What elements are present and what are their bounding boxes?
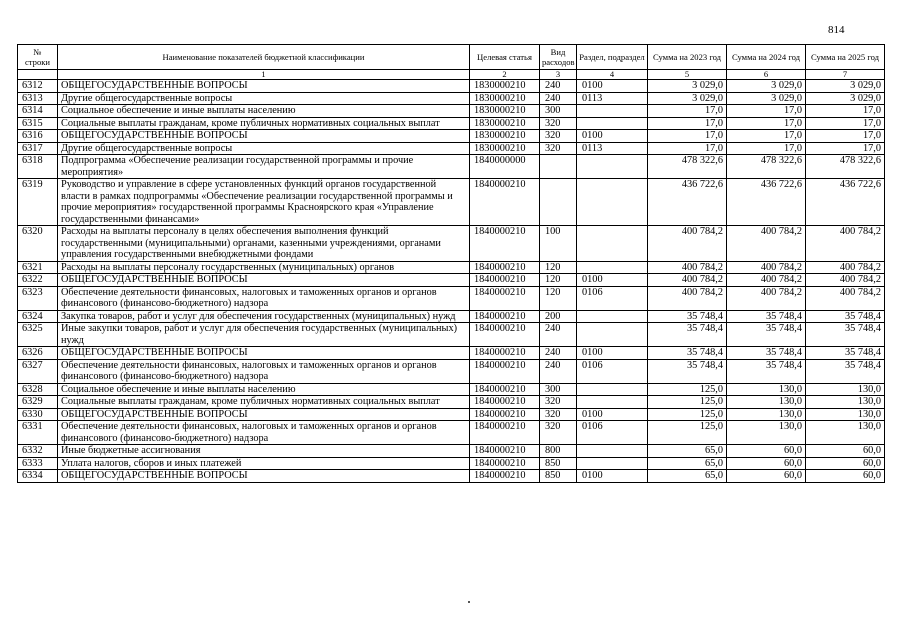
row-number: 6326 xyxy=(18,347,58,360)
column-number: 3 xyxy=(540,70,577,80)
row-section xyxy=(577,261,648,274)
table-row xyxy=(18,179,885,226)
row-number: 6318 xyxy=(18,155,58,179)
row-sum-2025: 3 029,0 xyxy=(806,92,885,105)
row-sum-2023: 400 784,2 xyxy=(648,226,727,262)
row-sum-2024: 3 029,0 xyxy=(727,80,806,93)
row-number: 6329 xyxy=(18,396,58,409)
row-name: Закупка товаров, работ и услуг для обеспечения государственных (муниципальных) нужд xyxy=(58,310,470,323)
table-row xyxy=(18,347,885,360)
row-name: Иные закупки товаров, работ и услуг для обеспечения государственных (муниципальных) нужд xyxy=(58,323,470,347)
row-expense-type: 100 xyxy=(540,226,577,262)
row-sum-2024: 400 784,2 xyxy=(727,286,806,310)
row-target-article: 1840000210 xyxy=(470,408,540,421)
row-expense-type: 300 xyxy=(540,383,577,396)
row-section xyxy=(577,323,648,347)
row-number: 6314 xyxy=(18,105,58,118)
row-number: 6317 xyxy=(18,142,58,155)
row-section: 0100 xyxy=(577,80,648,93)
row-name: Другие общегосударственные вопросы xyxy=(58,142,470,155)
row-section xyxy=(577,155,648,179)
budget-table xyxy=(17,44,885,483)
row-expense-type: 120 xyxy=(540,261,577,274)
header-sum-2025: Сумма на 2025 год xyxy=(806,45,885,70)
header-code: Целевая статья xyxy=(470,45,540,70)
row-number: 6330 xyxy=(18,408,58,421)
row-name: Обеспечение деятельности финансовых, налоговых и таможенных органов и органов финансового (финансово-бюджетного) надзора xyxy=(58,359,470,383)
table-row xyxy=(18,226,885,262)
row-sum-2025: 60,0 xyxy=(806,445,885,458)
row-section: 0106 xyxy=(577,359,648,383)
row-sum-2023: 125,0 xyxy=(648,408,727,421)
row-sum-2024: 17,0 xyxy=(727,117,806,130)
row-sum-2025: 35 748,4 xyxy=(806,323,885,347)
row-sum-2023: 17,0 xyxy=(648,142,727,155)
row-target-article: 1840000210 xyxy=(470,347,540,360)
row-sum-2024: 400 784,2 xyxy=(727,261,806,274)
table-row xyxy=(18,421,885,445)
row-expense-type: 800 xyxy=(540,445,577,458)
row-number: 6325 xyxy=(18,323,58,347)
header-num: № строки xyxy=(18,45,58,70)
row-name: Подпрограмма «Обеспечение реализации государственной программы и прочие мероприятия» xyxy=(58,155,470,179)
row-expense-type xyxy=(540,155,577,179)
row-sum-2025: 130,0 xyxy=(806,421,885,445)
row-sum-2023: 125,0 xyxy=(648,383,727,396)
row-sum-2025: 17,0 xyxy=(806,117,885,130)
row-number: 6312 xyxy=(18,80,58,93)
row-sum-2024: 17,0 xyxy=(727,130,806,143)
row-sum-2025: 60,0 xyxy=(806,457,885,470)
row-target-article: 1840000000 xyxy=(470,155,540,179)
row-name: Обеспечение деятельности финансовых, налоговых и таможенных органов и органов финансового (финансово-бюджетного) надзора xyxy=(58,421,470,445)
row-section: 0113 xyxy=(577,92,648,105)
row-sum-2024: 17,0 xyxy=(727,105,806,118)
row-expense-type: 850 xyxy=(540,457,577,470)
row-sum-2023: 400 784,2 xyxy=(648,286,727,310)
row-section xyxy=(577,457,648,470)
row-name: Уплата налогов, сборов и иных платежей xyxy=(58,457,470,470)
row-sum-2023: 35 748,4 xyxy=(648,347,727,360)
row-sum-2024: 130,0 xyxy=(727,396,806,409)
row-sum-2025: 17,0 xyxy=(806,105,885,118)
row-name: Другие общегосударственные вопросы xyxy=(58,92,470,105)
row-sum-2025: 3 029,0 xyxy=(806,80,885,93)
row-number: 6315 xyxy=(18,117,58,130)
row-expense-type: 200 xyxy=(540,310,577,323)
row-expense-type: 240 xyxy=(540,347,577,360)
column-number: 7 xyxy=(806,70,885,80)
row-sum-2024: 478 322,6 xyxy=(727,155,806,179)
row-target-article: 1840000210 xyxy=(470,310,540,323)
row-sum-2024: 400 784,2 xyxy=(727,226,806,262)
table-row xyxy=(18,261,885,274)
column-number: 5 xyxy=(648,70,727,80)
row-sum-2024: 60,0 xyxy=(727,470,806,483)
row-section xyxy=(577,226,648,262)
row-name: Иные бюджетные ассигнования xyxy=(58,445,470,458)
row-target-article: 1840000210 xyxy=(470,421,540,445)
row-expense-type: 240 xyxy=(540,359,577,383)
row-number: 6331 xyxy=(18,421,58,445)
row-name: ОБЩЕГОСУДАРСТВЕННЫЕ ВОПРОСЫ xyxy=(58,470,470,483)
row-sum-2023: 400 784,2 xyxy=(648,274,727,287)
table-row xyxy=(18,142,885,155)
row-target-article: 1840000210 xyxy=(470,470,540,483)
row-target-article: 1840000210 xyxy=(470,359,540,383)
row-expense-type xyxy=(540,179,577,226)
row-expense-type: 240 xyxy=(540,92,577,105)
row-sum-2023: 3 029,0 xyxy=(648,80,727,93)
row-section: 0106 xyxy=(577,286,648,310)
row-target-article: 1840000210 xyxy=(470,226,540,262)
row-target-article: 1830000210 xyxy=(470,130,540,143)
row-name: Социальное обеспечение и иные выплаты населению xyxy=(58,383,470,396)
row-sum-2025: 130,0 xyxy=(806,383,885,396)
table-row xyxy=(18,80,885,93)
row-target-article: 1830000210 xyxy=(470,142,540,155)
row-sum-2025: 35 748,4 xyxy=(806,359,885,383)
row-section xyxy=(577,310,648,323)
row-sum-2023: 65,0 xyxy=(648,457,727,470)
row-sum-2024: 60,0 xyxy=(727,445,806,458)
row-expense-type: 240 xyxy=(540,323,577,347)
row-sum-2025: 60,0 xyxy=(806,470,885,483)
row-number: 6322 xyxy=(18,274,58,287)
row-sum-2025: 478 322,6 xyxy=(806,155,885,179)
table-row xyxy=(18,359,885,383)
row-sum-2024: 130,0 xyxy=(727,383,806,396)
row-number: 6313 xyxy=(18,92,58,105)
row-sum-2025: 35 748,4 xyxy=(806,310,885,323)
row-sum-2023: 35 748,4 xyxy=(648,310,727,323)
table-row xyxy=(18,457,885,470)
table-row xyxy=(18,117,885,130)
row-name: ОБЩЕГОСУДАРСТВЕННЫЕ ВОПРОСЫ xyxy=(58,130,470,143)
column-number xyxy=(18,70,58,80)
row-target-article: 1840000210 xyxy=(470,457,540,470)
header-sum-2024: Сумма на 2024 год xyxy=(727,45,806,70)
row-sum-2025: 400 784,2 xyxy=(806,226,885,262)
row-sum-2024: 17,0 xyxy=(727,142,806,155)
row-sum-2023: 65,0 xyxy=(648,470,727,483)
row-target-article: 1840000210 xyxy=(470,261,540,274)
row-sum-2024: 130,0 xyxy=(727,408,806,421)
row-sum-2023: 17,0 xyxy=(648,117,727,130)
row-section: 0100 xyxy=(577,347,648,360)
row-target-article: 1840000210 xyxy=(470,396,540,409)
column-number: 2 xyxy=(470,70,540,80)
row-sum-2025: 400 784,2 xyxy=(806,274,885,287)
row-sum-2024: 436 722,6 xyxy=(727,179,806,226)
row-section xyxy=(577,445,648,458)
scan-speck xyxy=(468,601,470,603)
row-sum-2024: 35 748,4 xyxy=(727,310,806,323)
row-sum-2025: 35 748,4 xyxy=(806,347,885,360)
row-sum-2025: 130,0 xyxy=(806,408,885,421)
row-sum-2023: 436 722,6 xyxy=(648,179,727,226)
table-row xyxy=(18,286,885,310)
row-target-article: 1840000210 xyxy=(470,445,540,458)
table-row xyxy=(18,445,885,458)
row-target-article: 1830000210 xyxy=(470,117,540,130)
row-expense-type: 320 xyxy=(540,396,577,409)
row-number: 6323 xyxy=(18,286,58,310)
row-sum-2023: 125,0 xyxy=(648,396,727,409)
row-sum-2023: 400 784,2 xyxy=(648,261,727,274)
row-sum-2024: 35 748,4 xyxy=(727,359,806,383)
row-expense-type: 320 xyxy=(540,117,577,130)
row-target-article: 1840000210 xyxy=(470,274,540,287)
row-sum-2025: 400 784,2 xyxy=(806,261,885,274)
column-number: 1 xyxy=(58,70,470,80)
row-section: 0100 xyxy=(577,470,648,483)
row-section xyxy=(577,117,648,130)
table-row xyxy=(18,105,885,118)
row-sum-2023: 65,0 xyxy=(648,445,727,458)
table-row xyxy=(18,383,885,396)
row-number: 6324 xyxy=(18,310,58,323)
row-name: ОБЩЕГОСУДАРСТВЕННЫЕ ВОПРОСЫ xyxy=(58,347,470,360)
row-name: Социальные выплаты гражданам, кроме публичных нормативных социальных выплат xyxy=(58,117,470,130)
row-expense-type: 320 xyxy=(540,421,577,445)
column-number: 6 xyxy=(727,70,806,80)
row-target-article: 1830000210 xyxy=(470,80,540,93)
table-row xyxy=(18,155,885,179)
row-name: Обеспечение деятельности финансовых, налоговых и таможенных органов и органов финансового (финансово-бюджетного) надзора xyxy=(58,286,470,310)
row-number: 6321 xyxy=(18,261,58,274)
row-expense-type: 300 xyxy=(540,105,577,118)
row-number: 6332 xyxy=(18,445,58,458)
row-number: 6319 xyxy=(18,179,58,226)
row-name: Расходы на выплаты персоналу в целях обеспечения выполнения функций государственными (муниципальными) органами, казенными учреждениями, органами управления государственными внебюджетными фондами xyxy=(58,226,470,262)
row-section: 0100 xyxy=(577,274,648,287)
row-target-article: 1840000210 xyxy=(470,383,540,396)
row-expense-type: 320 xyxy=(540,130,577,143)
header-name: Наименование показателей бюджетной классификации xyxy=(58,45,470,70)
row-number: 6328 xyxy=(18,383,58,396)
table-row xyxy=(18,92,885,105)
row-section: 0113 xyxy=(577,142,648,155)
column-number: 4 xyxy=(577,70,648,80)
row-sum-2023: 3 029,0 xyxy=(648,92,727,105)
row-expense-type: 850 xyxy=(540,470,577,483)
page-number: 814 xyxy=(828,24,845,36)
row-target-article: 1830000210 xyxy=(470,92,540,105)
row-name: ОБЩЕГОСУДАРСТВЕННЫЕ ВОПРОСЫ xyxy=(58,80,470,93)
row-sum-2023: 35 748,4 xyxy=(648,359,727,383)
row-section xyxy=(577,105,648,118)
row-sum-2023: 17,0 xyxy=(648,130,727,143)
row-section xyxy=(577,383,648,396)
row-section xyxy=(577,396,648,409)
row-sum-2025: 130,0 xyxy=(806,396,885,409)
row-sum-2023: 478 322,6 xyxy=(648,155,727,179)
row-sum-2025: 17,0 xyxy=(806,130,885,143)
row-expense-type: 320 xyxy=(540,408,577,421)
row-number: 6327 xyxy=(18,359,58,383)
row-number: 6333 xyxy=(18,457,58,470)
row-expense-type: 320 xyxy=(540,142,577,155)
row-section: 0100 xyxy=(577,130,648,143)
row-target-article: 1840000210 xyxy=(470,286,540,310)
row-expense-type: 120 xyxy=(540,286,577,310)
table-row xyxy=(18,310,885,323)
column-number-row xyxy=(18,70,885,80)
row-sum-2025: 436 722,6 xyxy=(806,179,885,226)
header-sum-2023: Сумма на 2023 год xyxy=(648,45,727,70)
row-number: 6316 xyxy=(18,130,58,143)
row-expense-type: 240 xyxy=(540,80,577,93)
row-sum-2024: 130,0 xyxy=(727,421,806,445)
row-section: 0106 xyxy=(577,421,648,445)
row-number: 6320 xyxy=(18,226,58,262)
row-sum-2024: 400 784,2 xyxy=(727,274,806,287)
header-row xyxy=(18,45,885,70)
row-name: Социальные выплаты гражданам, кроме публичных нормативных социальных выплат xyxy=(58,396,470,409)
table-row xyxy=(18,470,885,483)
row-sum-2023: 35 748,4 xyxy=(648,323,727,347)
row-sum-2025: 17,0 xyxy=(806,142,885,155)
row-expense-type: 120 xyxy=(540,274,577,287)
row-sum-2024: 60,0 xyxy=(727,457,806,470)
row-sum-2023: 17,0 xyxy=(648,105,727,118)
table-row xyxy=(18,130,885,143)
table-row xyxy=(18,396,885,409)
row-name: Социальное обеспечение и иные выплаты населению xyxy=(58,105,470,118)
row-name: ОБЩЕГОСУДАРСТВЕННЫЕ ВОПРОСЫ xyxy=(58,408,470,421)
row-name: Руководство и управление в сфере установленных функций органов государственной власти в рамках подпрограммы «Обеспечение реализации государственной программы и прочие мероприятия» государственной программы Красноярского края «Управление государственными финансами» xyxy=(58,179,470,226)
row-number: 6334 xyxy=(18,470,58,483)
row-sum-2025: 400 784,2 xyxy=(806,286,885,310)
header-vid: Вид расходов xyxy=(540,45,577,70)
row-section xyxy=(577,179,648,226)
table-row xyxy=(18,274,885,287)
row-target-article: 1840000210 xyxy=(470,323,540,347)
row-target-article: 1830000210 xyxy=(470,105,540,118)
row-section: 0100 xyxy=(577,408,648,421)
table-row xyxy=(18,323,885,347)
header-razd: Раздел, подраздел xyxy=(577,45,648,70)
row-sum-2024: 3 029,0 xyxy=(727,92,806,105)
row-sum-2024: 35 748,4 xyxy=(727,323,806,347)
row-sum-2023: 125,0 xyxy=(648,421,727,445)
row-name: Расходы на выплаты персоналу государственных (муниципальных) органов xyxy=(58,261,470,274)
row-name: ОБЩЕГОСУДАРСТВЕННЫЕ ВОПРОСЫ xyxy=(58,274,470,287)
row-sum-2024: 35 748,4 xyxy=(727,347,806,360)
row-target-article: 1840000210 xyxy=(470,179,540,226)
table-row xyxy=(18,408,885,421)
